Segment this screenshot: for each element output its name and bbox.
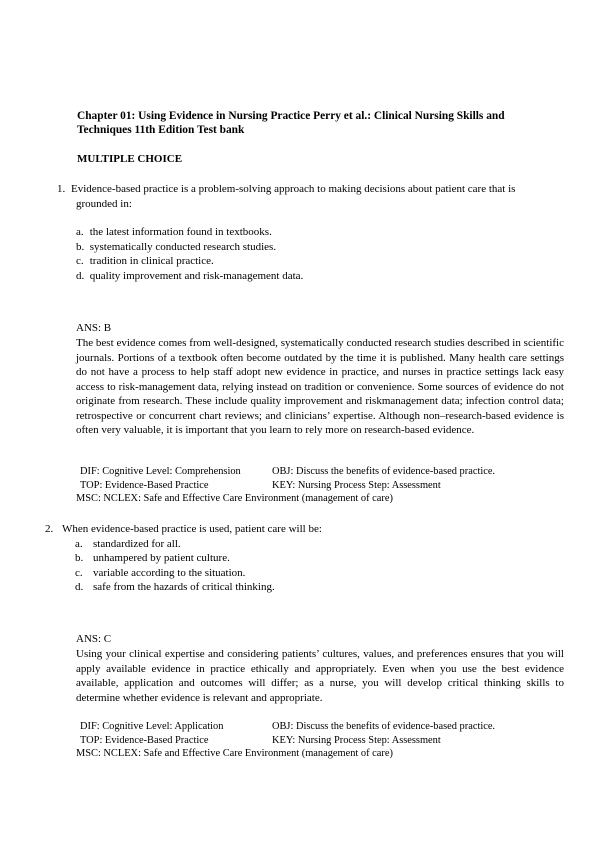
- option-d: d. quality improvement and risk-management data.: [76, 269, 304, 282]
- dif-tag: DIF: Cognitive Level: Application: [80, 721, 224, 732]
- option-a: a. standardized for all.: [75, 537, 181, 550]
- key-tag: KEY: Nursing Process Step: Assessment: [272, 479, 441, 491]
- option-b: b. unhampered by patient culture.: [75, 552, 230, 564]
- question-1-options: [76, 225, 303, 283]
- top-tag: TOP: Evidence-Based Practice: [80, 479, 209, 491]
- question-1-rationale: The best evidence comes from well-designed, systematically conducted research studies described in scientific journals. Portions of a textbook often become outdated by the time it is published. Many health care settings do not have a process to help staff adopt new evidence in practice, and nurses in practice settings lack easy access to risk-management data, relying instead on tradition or convenience. Some sources of evidence do not originate from research. These include quality improvement and riskmanagement data; infection control data; retrospective or concurrent chart reviews; and clinicians’ expertise. Although non–research-based evidence is often very valuable, it is important that you learn to rely more on research-based evidence.: [76, 337, 564, 436]
- question-1-stem-line-1: Evidence-based practice is a problem-solving approach to making decisions about patient care that is: [71, 183, 516, 195]
- option-b: b. systematically conducted research studies.: [76, 240, 277, 253]
- obj-tag: OBJ: Discuss the benefits of evidence-based practice.: [272, 466, 496, 477]
- question-2: [45, 522, 322, 595]
- question-1-number: 1.: [57, 183, 66, 195]
- option-d: d. safe from the hazards of critical thinking.: [75, 581, 275, 593]
- dif-tag: DIF: Cognitive Level: Comprehension: [80, 466, 241, 477]
- question-2-options: [45, 537, 322, 595]
- option-c: c. variable according to the situation.: [75, 566, 246, 579]
- section-heading: MULTIPLE CHOICE: [77, 153, 183, 165]
- key-tag: KEY: Nursing Process Step: Assessment: [272, 734, 441, 746]
- option-a: a. the latest information found in textbooks.: [76, 226, 272, 238]
- top-tag: TOP: Evidence-Based Practice: [80, 734, 209, 746]
- option-c: c. tradition in clinical practice.: [76, 255, 214, 267]
- msc-tag: MSC: NCLEX: Safe and Effective Care Environment (management of care): [76, 748, 393, 759]
- question-1-stem: [71, 182, 551, 211]
- obj-tag: OBJ: Discuss the benefits of evidence-based practice.: [272, 721, 496, 732]
- document-title: Chapter 01: Using Evidence in Nursing Practice Perry et al.: Clinical Nursing Skills and Techniques 11th Edition Test bank: [77, 110, 505, 136]
- question-1-answer: ANS: B: [76, 322, 112, 334]
- question-2-meta: [76, 720, 496, 761]
- question-2-rationale: Using your clinical expertise and considering patients’ cultures, values, and preferences ensures that you will apply available evidence in practice ethically and appropriately. Even when you use the best evidence available, application and outcomes will differ; as a nurse, you will develop critical thinking skills to determine whether evidence is relevant and appropriate.: [76, 648, 564, 704]
- question-2-stem: 2. When evidence-based practice is used, patient care will be:: [45, 523, 322, 535]
- question-2-answer: ANS: C: [76, 633, 112, 645]
- question-1-stem-line-2: grounded in:: [76, 197, 132, 210]
- msc-tag: MSC: NCLEX: Safe and Effective Care Environment (management of care): [76, 493, 393, 504]
- question-1-meta: [76, 465, 496, 506]
